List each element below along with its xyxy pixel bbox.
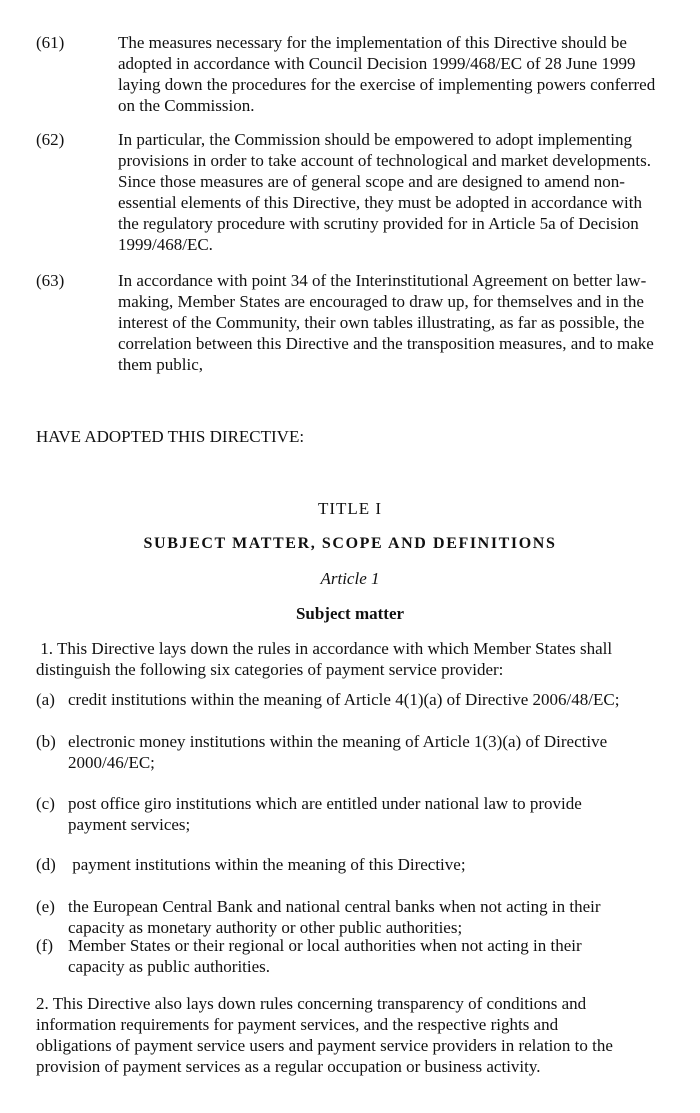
item-label: (e) [36,897,55,916]
recital-line: In accordance with point 34 of the Interinstitutional Agreement on better law- [118,271,647,290]
paragraph-line: distinguish the following six categories of payment service provider: [36,660,504,679]
item-line: payment institutions within the meaning of this Directive; [68,855,466,874]
recital-line: adopted in accordance with Council Decision 1999/468/EC of 28 June 1999 [118,54,636,73]
recital-line: essential elements of this Directive, they must be adopted in accordance with [118,193,642,212]
item-line: capacity as monetary authority or other public authorities; [68,918,463,937]
title-label: TITLE I [317,499,383,518]
recital-line: correlation between this Directive and the transposition measures, and to make [118,334,654,353]
paragraph-line: 2. This Directive also lays down rules concerning transparency of conditions and [36,994,587,1013]
recital-number: (62) [36,130,65,149]
recital-line: making, Member States are encouraged to draw up, for themselves and in the [118,292,644,311]
paragraph-2 [36,993,613,1077]
recital-line: on the Commission. [118,96,255,115]
paragraph-1 [36,638,612,680]
paragraph-line: provision of payment services as a regular occupation or business activity. [36,1057,541,1076]
recital-line: 1999/468/EC. [118,235,213,254]
item-line: 2000/46/EC; [68,753,155,772]
item-label: (d) [36,855,56,874]
article-heading: Subject matter [295,604,405,623]
item-line: the European Central Bank and national central banks when not acting in their [68,897,601,916]
paragraph-line: 1. This Directive lays down the rules in accordance with which Member States shall [36,639,613,658]
item-line: capacity as public authorities. [68,957,271,976]
paragraph-line: information requirements for payment services, and the respective rights and [36,1015,559,1034]
article-label: Article 1 [320,569,380,588]
title-heading: SUBJECT MATTER, SCOPE AND DEFINITIONS [143,535,557,552]
recital-line: In particular, the Commission should be empowered to adopt implementing [118,130,632,149]
adoption-statement: HAVE ADOPTED THIS DIRECTIVE: [36,427,305,446]
item-label: (f) [36,936,53,955]
item-label: (c) [36,794,55,813]
recital-number: (63) [36,271,65,290]
item-line: post office giro institutions which are entitled under national law to provide [68,794,582,813]
recital-line: provisions in order to take account of technological and market developments. [118,151,651,170]
item-label: (a) [36,690,55,709]
recital-line: Since those measures are of general scope and are designed to amend non- [118,172,625,191]
item-line: electronic money institutions within the meaning of Article 1(3)(a) of Directive [68,732,608,751]
item-line: credit institutions within the meaning of Article 4(1)(a) of Directive 2006/48/EC; [68,690,620,709]
recital-number: (61) [36,33,65,52]
recital-line: The measures necessary for the implementation of this Directive should be [118,33,627,52]
item-line: Member States or their regional or local authorities when not acting in their [68,936,582,955]
recital-line: the regulatory procedure with scrutiny provided for in Article 5a of Decision [118,214,639,233]
paragraph-line: obligations of payment service users and payment service providers in relation to the [36,1036,613,1055]
recital-line: them public, [118,355,203,374]
recital-line: interest of the Community, their own tables illustrating, as far as possible, the [118,313,645,332]
item-line: payment services; [68,815,191,834]
recital-line: laying down the procedures for the exercise of implementing powers conferred [118,75,656,94]
item-label: (b) [36,732,56,751]
